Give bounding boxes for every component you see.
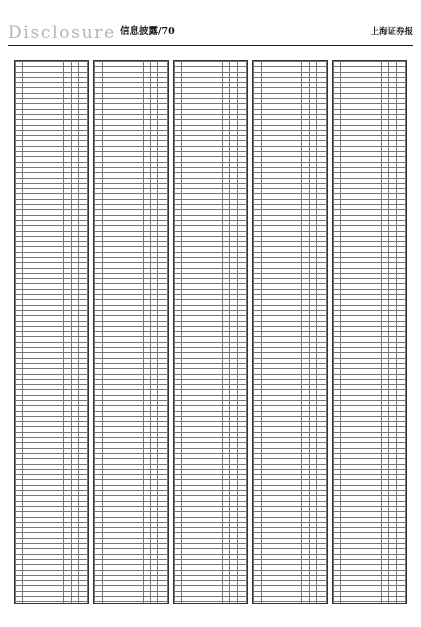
table-cell: [389, 602, 396, 604]
table-cell: [143, 602, 150, 604]
table-column-4: [252, 60, 327, 604]
table-cell: [158, 602, 167, 604]
table-cell: [396, 602, 405, 604]
table-cell: [302, 602, 309, 604]
page-header: [8, 22, 413, 44]
table-column-5: [332, 60, 407, 604]
table-cell: [333, 602, 340, 604]
table-row: [254, 602, 326, 604]
section-name: 信息披露: [120, 26, 159, 37]
disclosure-table: [253, 61, 326, 604]
disclosure-table: [174, 61, 247, 604]
table-cell: [223, 602, 230, 604]
disclosure-masthead: Disclosure: [8, 23, 116, 43]
table-cell: [79, 602, 88, 604]
table-cell: [71, 602, 78, 604]
table-cell: [95, 602, 102, 604]
header-rule: [8, 45, 413, 46]
table-cell: [16, 602, 23, 604]
table-cell: [182, 602, 223, 604]
table-cell: [261, 602, 302, 604]
table-row: [333, 602, 405, 604]
table-cell: [64, 602, 71, 604]
table-cell: [102, 602, 143, 604]
table-cell: [254, 602, 261, 604]
table-cell: [230, 602, 237, 604]
disclosure-table: [333, 61, 406, 604]
table-column-2: [93, 60, 168, 604]
table-row: [174, 602, 246, 604]
table-cell: [309, 602, 316, 604]
table-cell: [237, 602, 246, 604]
table-row: [16, 602, 88, 604]
table-row: [95, 602, 167, 604]
section-title: [120, 26, 175, 38]
table-cell: [317, 602, 326, 604]
disclosure-table: [94, 61, 167, 604]
table-cell: [174, 602, 181, 604]
disclosure-table: [15, 61, 88, 604]
disclosure-tables: [14, 60, 407, 608]
table-cell: [341, 602, 382, 604]
table-cell: [381, 602, 388, 604]
table-cell: [151, 602, 158, 604]
page-number: /70: [158, 26, 175, 37]
newspaper-name: 上海证券报: [370, 27, 413, 37]
table-column-1: [14, 60, 89, 604]
table-cell: [23, 602, 64, 604]
table-column-3: [173, 60, 248, 604]
